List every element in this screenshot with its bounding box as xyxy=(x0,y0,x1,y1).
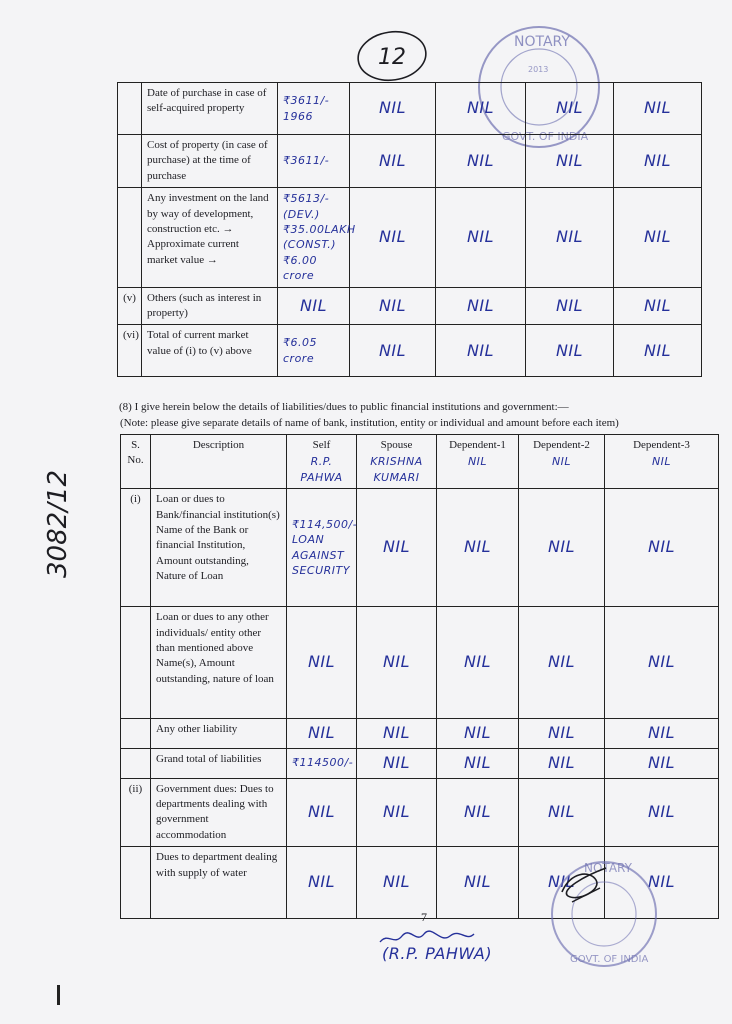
table-row xyxy=(121,778,719,847)
header-dep2-value: NIL xyxy=(551,455,572,469)
row-dependent-1-value: NIL xyxy=(436,325,526,377)
row-self-value: NIL xyxy=(287,847,357,919)
table-row xyxy=(121,748,719,778)
row-self-value: ₹3611/- 1966 xyxy=(278,83,350,135)
table-row xyxy=(121,719,719,748)
header-description: Description xyxy=(151,435,287,489)
header-dep3-value: NIL xyxy=(651,455,672,469)
row-description: Cost of property (in case of purchase) at the time of purchase xyxy=(142,135,278,188)
row-spouse-value: NIL xyxy=(357,607,437,719)
row-dependent-1-value: NIL xyxy=(437,748,519,778)
row-sn: (v) xyxy=(118,287,142,325)
row-dependent-2-value: NIL xyxy=(519,847,605,919)
row-dependent-3-value: NIL xyxy=(614,188,702,287)
table-row xyxy=(118,83,702,135)
row-spouse-value: NIL xyxy=(357,719,437,748)
section-8-heading: (8) I give herein below the details of liabilities/dues to public financial institutions and government:— xyxy=(119,401,569,413)
table-row xyxy=(121,607,719,719)
row-dependent-2-value: NIL xyxy=(519,778,605,847)
row-self-value: ₹6.05 crore xyxy=(278,325,350,377)
stamp-bottom-title: NOTARY xyxy=(584,861,632,875)
header-self-name: R.P. PAHWA xyxy=(300,455,343,484)
row-spouse-value: NIL xyxy=(357,778,437,847)
row-dependent-1-value: NIL xyxy=(437,847,519,919)
row-dependent-2-value: NIL xyxy=(526,188,614,287)
row-dependent-2-value: NIL xyxy=(526,83,614,135)
page-number: 7 xyxy=(421,910,427,924)
row-description: Loan or dues to Bank/financial institution(s) Name of the Bank or financial Institution, Amount outstanding, Nature of Loan xyxy=(151,489,287,607)
row-sn xyxy=(118,188,142,287)
row-description: Any investment on the land by way of development, construction etc. → Approximate current market value → xyxy=(142,188,278,287)
property-details-table xyxy=(117,82,702,377)
row-dependent-1-value: NIL xyxy=(436,188,526,287)
row-dependent-3-value: NIL xyxy=(605,748,719,778)
row-dependent-1-value: NIL xyxy=(437,607,519,719)
stamp-top-title: NOTARY xyxy=(514,34,570,50)
row-spouse-value: NIL xyxy=(350,135,436,188)
circled-page-number xyxy=(356,28,428,84)
row-description: Grand total of liabilities xyxy=(151,748,287,778)
circled-page-number-text: 12 xyxy=(378,45,406,70)
row-description: Government dues: Dues to departments dealing with government accommodation xyxy=(151,778,287,847)
liabilities-header-row xyxy=(121,435,719,489)
row-dependent-3-value: NIL xyxy=(614,287,702,325)
row-dependent-2-value: NIL xyxy=(519,607,605,719)
row-spouse-value: NIL xyxy=(350,83,436,135)
row-dependent-2-value: NIL xyxy=(526,325,614,377)
header-self: Self R.P. PAHWA xyxy=(287,435,357,489)
punch-mark xyxy=(57,985,60,1005)
row-self-value: NIL xyxy=(287,607,357,719)
row-dependent-3-value: NIL xyxy=(614,83,702,135)
stamp-top-footer: GOVT. OF INDIA xyxy=(502,130,589,143)
header-dependent-1: Dependent-1 NIL xyxy=(437,435,519,489)
header-spouse-name: KRISHNA KUMARI xyxy=(370,455,423,484)
row-description: Any other liability xyxy=(151,719,287,748)
row-description: Total of current market value of (i) to (v) above xyxy=(142,325,278,377)
row-dependent-2-value: NIL xyxy=(519,748,605,778)
row-self-value: ₹5613/- (DEV.) ₹35.00LAKH (CONST.) ₹6.00 crore xyxy=(278,188,350,287)
table-row xyxy=(118,188,702,287)
initials-signature xyxy=(556,862,612,908)
row-dependent-3-value: NIL xyxy=(605,607,719,719)
row-dependent-3-value: NIL xyxy=(605,778,719,847)
row-dependent-1-value: NIL xyxy=(437,719,519,748)
row-description: Date of purchase in case of self-acquired property xyxy=(142,83,278,135)
row-sn xyxy=(121,847,151,919)
row-dependent-1-value: NIL xyxy=(436,83,526,135)
row-dependent-2-value: NIL xyxy=(519,489,605,607)
row-description: Others (such as interest in property) xyxy=(142,287,278,325)
row-description: Dues to department dealing with supply of water xyxy=(151,847,287,919)
liabilities-table xyxy=(120,434,719,919)
row-spouse-value: NIL xyxy=(350,287,436,325)
row-dependent-2-value: NIL xyxy=(519,719,605,748)
row-dependent-2-value: NIL xyxy=(526,135,614,188)
row-dependent-3-value: NIL xyxy=(614,325,702,377)
row-spouse-value: NIL xyxy=(357,748,437,778)
header-dependent-2: Dependent-2 NIL xyxy=(519,435,605,489)
row-dependent-1-value: NIL xyxy=(437,489,519,607)
svg-text:3082/12: 3082/12 xyxy=(43,469,73,578)
header-spouse: Spouse KRISHNA KUMARI xyxy=(357,435,437,489)
row-spouse-value: NIL xyxy=(357,489,437,607)
row-dependent-3-value: NIL xyxy=(614,135,702,188)
row-sn xyxy=(118,135,142,188)
row-dependent-1-value: NIL xyxy=(436,287,526,325)
row-spouse-value: NIL xyxy=(350,188,436,287)
row-sn: (ii) xyxy=(121,778,151,847)
row-dependent-3-value: NIL xyxy=(605,847,719,919)
row-self-value: NIL xyxy=(278,287,350,325)
row-sn xyxy=(121,719,151,748)
row-self-value: ₹114500/- xyxy=(287,748,357,778)
signature-name: (R.P. PAHWA) xyxy=(382,944,493,963)
stamp-top-year: 2013 xyxy=(528,65,549,74)
header-dependent-3: Dependent-3 NIL xyxy=(605,435,719,489)
row-dependent-3-value: NIL xyxy=(605,489,719,607)
row-sn xyxy=(121,607,151,719)
stamp-bottom-footer: GOVT. OF INDIA xyxy=(570,954,649,965)
row-sn: (vi) xyxy=(118,325,142,377)
row-dependent-3-value: NIL xyxy=(605,719,719,748)
row-self-value: NIL xyxy=(287,719,357,748)
table-row xyxy=(118,135,702,188)
row-spouse-value: NIL xyxy=(350,325,436,377)
row-sn xyxy=(121,748,151,778)
header-dep1-value: NIL xyxy=(467,455,488,469)
table-row xyxy=(118,287,702,325)
table-row xyxy=(118,325,702,377)
row-spouse-value: NIL xyxy=(357,847,437,919)
row-description: Loan or dues to any other individuals/ entity other than mentioned above Name(s), Amount outstanding, nature of loan xyxy=(151,607,287,719)
row-self-value: ₹3611/- xyxy=(278,135,350,188)
margin-handwritten-number xyxy=(22,420,82,580)
header-sn: S. No. xyxy=(121,435,151,489)
row-sn: (i) xyxy=(121,489,151,607)
row-dependent-1-value: NIL xyxy=(437,778,519,847)
row-dependent-1-value: NIL xyxy=(436,135,526,188)
row-dependent-2-value: NIL xyxy=(526,287,614,325)
row-self-value: ₹114,500/- LOAN AGAINST SECURITY xyxy=(287,489,357,607)
table-row xyxy=(121,489,719,607)
row-sn xyxy=(118,83,142,135)
section-8-note: (Note: please give separate details of name of bank, institution, entity or individual and amount before each item) xyxy=(120,417,619,429)
row-self-value: NIL xyxy=(287,778,357,847)
